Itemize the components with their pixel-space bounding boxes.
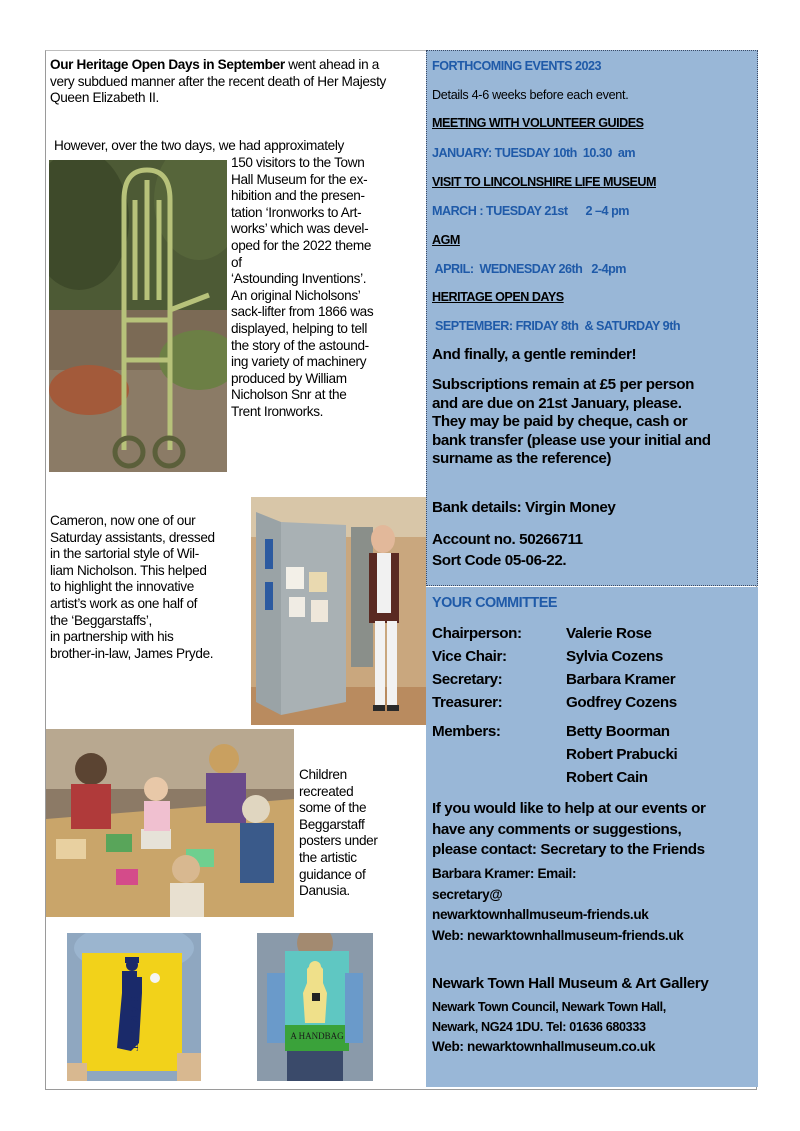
committee-title: YOUR COMMITTEE — [432, 595, 557, 611]
contact-text — [432, 864, 684, 946]
committee-name: Barbara Kramer — [566, 671, 676, 688]
subs-line: bank transfer (please use your initial and — [432, 431, 711, 449]
hamlet-poster-photo — [67, 933, 201, 1081]
events-details: Details 4-6 weeks before each event. — [432, 88, 629, 102]
intro-bold: Our Heritage Open Days in September — [50, 57, 285, 72]
committee-panel — [426, 587, 758, 1087]
cameron-line: Saturday assistants, dressed — [50, 529, 215, 545]
contact-line: Barbara Kramer: Email: — [432, 866, 577, 881]
cameron-line: Cameron, now one of our — [50, 513, 196, 528]
sack-lifter-paragraph — [231, 155, 403, 421]
para2-line: ing variety of machinery — [231, 354, 367, 370]
event-heading: AGM — [432, 233, 460, 247]
para2-line: 150 visitors to the Town — [231, 155, 365, 170]
cameron-line: artist’s work as one half of — [50, 595, 198, 611]
children-line: Beggarstaff — [299, 816, 365, 832]
children-paragraph — [299, 767, 409, 900]
event-date: SEPTEMBER: FRIDAY 8th & SATURDAY 9th — [432, 319, 681, 333]
sort-code: Sort Code 05-06-22. — [432, 552, 567, 569]
children-line: the artistic — [299, 849, 357, 865]
para2-line: An original Nicholsons’ — [231, 287, 361, 303]
handbag-poster-photo — [257, 933, 373, 1081]
intro-paragraph — [50, 57, 395, 107]
address-line: Newark Town Council, Newark Town Hall, — [432, 1000, 666, 1014]
cameron-photo — [251, 497, 426, 725]
account-number: Account no. 50266711 — [432, 531, 583, 548]
para2-line: Nicholson Snr at the — [231, 387, 347, 403]
cameron-line: liam Nicholson. This helped — [50, 562, 207, 578]
para2-line: ‘Astounding Inventions’. — [231, 271, 367, 287]
para2-line: Trent Ironworks. — [231, 403, 324, 419]
cameron-paragraph — [50, 513, 246, 662]
address-block — [432, 998, 666, 1057]
member-name: Robert Cain — [566, 769, 648, 786]
para2-line: works’ which was devel- — [231, 221, 369, 237]
committee-role: Treasurer: — [432, 694, 503, 711]
subs-line: and are due on 21st January, please. — [432, 394, 682, 412]
para2-line: hibition and the presen- — [231, 188, 365, 204]
event-heading: MEETING WITH VOLUNTEER GUIDES — [432, 116, 644, 130]
para2-line: displayed, helping to tell — [231, 320, 367, 336]
cameron-line: to highlight the innovative — [50, 579, 194, 595]
contact-line: Web: newarktownhallmuseum-friends.uk — [432, 927, 684, 943]
sack-lifter-photo — [49, 160, 227, 472]
event-date: APRIL: WEDNESDAY 26th 2-4pm — [432, 262, 626, 276]
address-line: Web: newarktownhallmuseum.co.uk — [432, 1039, 656, 1054]
committee-role: Chairperson: — [432, 625, 522, 642]
subs-line: Subscriptions remain at £5 per person — [432, 376, 695, 393]
handbag-poster-text: A HANDBAG — [290, 1031, 344, 1041]
committee-name: Sylvia Cozens — [566, 648, 663, 665]
event-heading: HERITAGE OPEN DAYS — [432, 290, 564, 304]
bank-details: Bank details: Virgin Money — [432, 499, 616, 516]
subs-line: They may be paid by cheque, cash or — [432, 413, 688, 431]
subscriptions-text — [432, 376, 711, 469]
para2-line: Hall Museum for the ex- — [231, 171, 368, 187]
hamlet-poster-text: HAMLET — [128, 995, 140, 1053]
cameron-line: the ‘Beggarstaffs’, — [50, 612, 152, 628]
children-workshop-photo — [46, 729, 294, 917]
para2-line: produced by William — [231, 370, 347, 386]
para2-line: sack-lifter from 1866 was — [231, 304, 374, 320]
children-line: posters under — [299, 833, 378, 849]
children-line: guidance of — [299, 866, 366, 882]
children-line: Children — [299, 767, 347, 782]
para2-line: tation ‘Ironworks to Art- — [231, 204, 362, 220]
members-label: Members: — [432, 723, 501, 740]
reminder-heading: And finally, a gentle reminder! — [432, 346, 637, 363]
para2-line: of — [231, 254, 242, 270]
event-date: MARCH : TUESDAY 21st 2 –4 pm — [432, 204, 629, 218]
cameron-line: in the sartorial style of Wil- — [50, 546, 199, 562]
org-title: Newark Town Hall Museum & Art Gallery — [432, 975, 709, 992]
cameron-line: brother-in-law, James Pryde. — [50, 645, 214, 661]
intro-text: went ahead in a very subdued manner after the recent death of Her Majesty Queen Elizabeth II. — [50, 57, 386, 106]
events-panel — [426, 50, 758, 586]
committee-name: Valerie Rose — [566, 625, 652, 642]
help-line: If you would like to help at our events or — [432, 800, 706, 817]
contact-line: secretary@ — [432, 886, 503, 902]
event-date: JANUARY: TUESDAY 10th 10.30 am — [432, 146, 636, 160]
committee-name: Godfrey Cozens — [566, 694, 677, 711]
para2-line: oped for the 2022 theme — [231, 237, 372, 253]
member-name: Betty Boorman — [566, 723, 670, 740]
event-heading: VISIT TO LINCOLNSHIRE LIFE MUSEUM — [432, 175, 656, 189]
committee-role: Secretary: — [432, 671, 503, 688]
subs-line: surname as the reference) — [432, 450, 612, 468]
member-name: Robert Prabucki — [566, 746, 678, 763]
cameron-line: in partnership with his — [50, 629, 174, 645]
para2-top: However, over the two days, we had approximately — [54, 138, 344, 153]
committee-role: Vice Chair: — [432, 648, 507, 665]
help-line: have any comments or suggestions, — [432, 820, 682, 838]
address-line: Newark, NG24 1DU. Tel: 01636 680333 — [432, 1019, 646, 1034]
para2-line: the story of the astound- — [231, 337, 369, 353]
children-line: recreated — [299, 783, 354, 799]
help-text — [432, 799, 705, 861]
help-line: please contact: Secretary to the Friends — [432, 841, 705, 858]
children-line: some of the — [299, 800, 367, 816]
events-title: FORTHCOMING EVENTS 2023 — [432, 59, 602, 73]
contact-line: newarktownhallmuseum-friends.uk — [432, 907, 649, 922]
children-line: Danusia. — [299, 883, 350, 899]
